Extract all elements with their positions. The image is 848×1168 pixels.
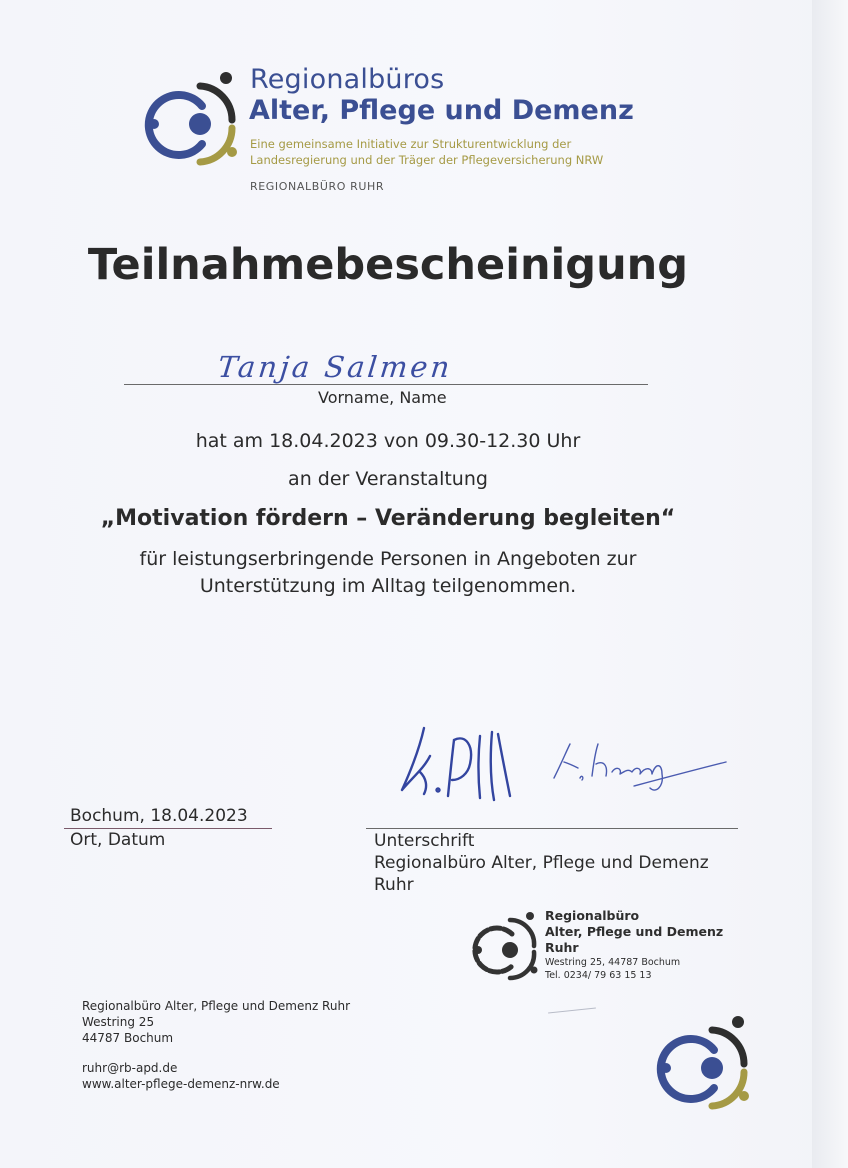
target-group-line2: Unterstützung im Alltag teilgenommen. (199, 575, 577, 597)
attendance-date-line: hat am 18.04.2023 von 09.30-12.30 Uhr (195, 430, 581, 452)
stamp-mark (548, 1007, 596, 1013)
office-stamp (545, 908, 723, 982)
document-title: Teilnahmebescheinigung (87, 240, 689, 290)
target-group-line1: für leistungserbringende Personen in Angeboten zur (139, 548, 637, 570)
footer-city: 44787 Bochum (82, 1031, 174, 1045)
handwritten-signatures (394, 716, 734, 806)
place-date-value: Bochum, 18.04.2023 (70, 806, 248, 826)
footer-website: www.alter-pflege-demenz-nrw.de (82, 1077, 280, 1091)
signature-label-line1: Unterschrift (374, 831, 475, 851)
footer-org: Regionalbüro Alter, Pflege und Demenz Ruhr (82, 999, 351, 1013)
participant-name-label: Vorname, Name (318, 388, 447, 407)
course-title: „Motivation fördern – Veränderung begleiten“ (100, 506, 676, 531)
stamp-line1: Regionalbüro (545, 908, 640, 923)
stamp-line3: Ruhr (545, 940, 579, 955)
header-office: REGIONALBÜRO RUHR (250, 180, 385, 193)
stamp-logo-icon (468, 908, 540, 984)
header-org-line1: Regionalbüros (250, 64, 445, 95)
signature-label (374, 830, 709, 896)
footer-street: Westring 25 (82, 1015, 155, 1029)
brand-logo-icon (140, 66, 240, 170)
place-date-label: Ort, Datum (70, 830, 166, 850)
event-line: an der Veranstaltung (288, 468, 488, 490)
signature-underline (366, 828, 738, 829)
participant-name-handwritten: Tanja Salmen (216, 350, 455, 384)
signature-label-line3: Ruhr (374, 875, 414, 895)
footer-contact (82, 998, 350, 1092)
stamp-line2: Alter, Pflege und Demenz (545, 924, 724, 939)
header-org-line2: Alter, Pflege und Demenz (249, 95, 634, 126)
place-date-underline (64, 828, 272, 829)
scan-edge (812, 0, 848, 1168)
header-subtitle (250, 136, 603, 168)
name-underline (124, 384, 648, 385)
footer-logo-icon (652, 1010, 752, 1114)
header-subtitle-line1: Eine gemeinsame Initiative zur Strukturentwicklung der (250, 137, 572, 151)
signature-label-line2: Regionalbüro Alter, Pflege und Demenz (374, 853, 709, 873)
stamp-address: Westring 25, 44787 Bochum (545, 957, 681, 968)
footer-email: ruhr@rb-apd.de (82, 1061, 178, 1075)
header-subtitle-line2: Landesregierung und der Träger der Pflegeversicherung NRW (250, 153, 604, 167)
stamp-phone: Tel. 0234/ 79 63 15 13 (545, 970, 652, 981)
